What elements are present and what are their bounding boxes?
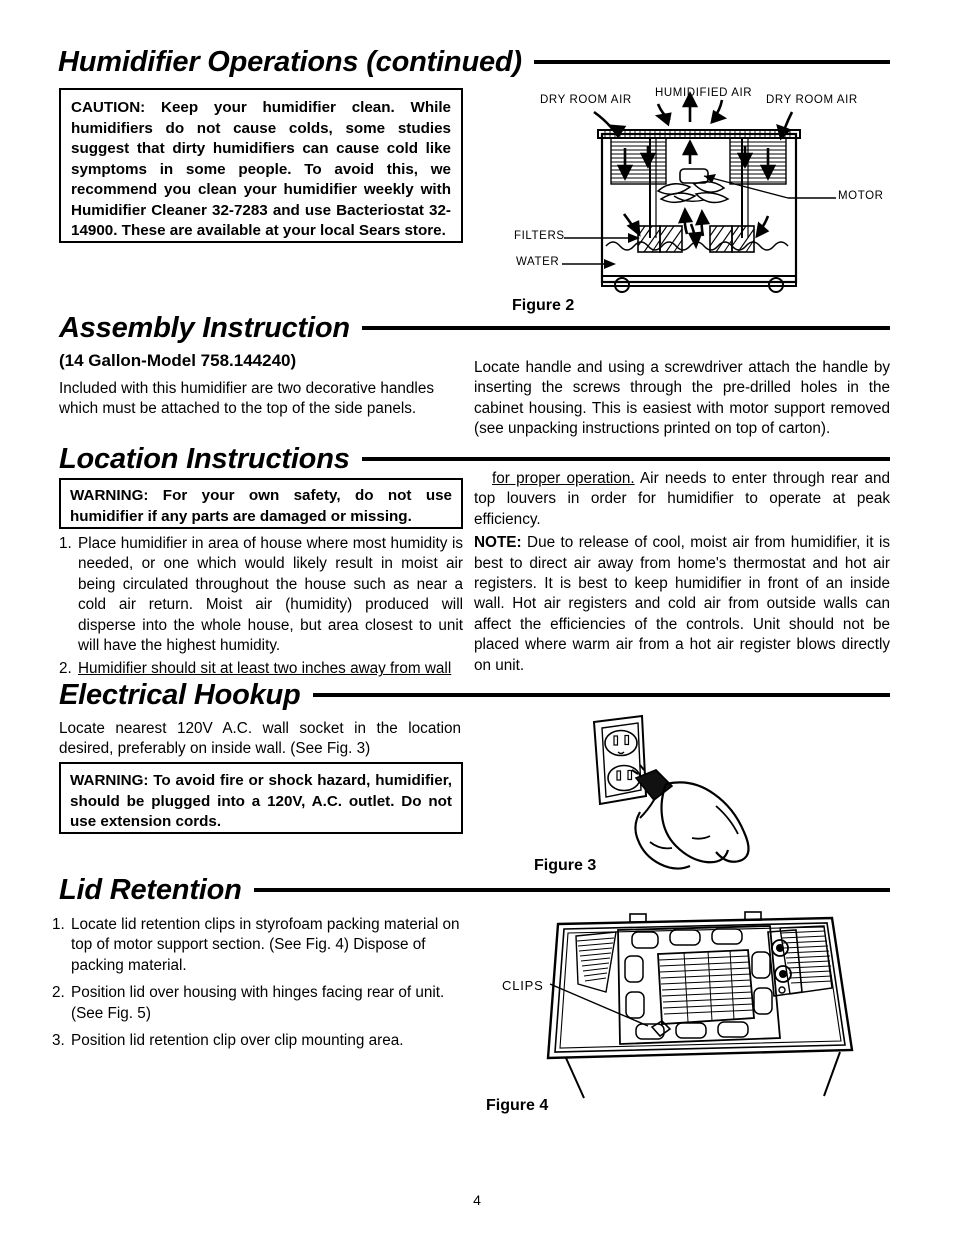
note-text: Due to release of cool, moist air from humidifier, it is best to direct air away from home's thermostat and hot air registers. It is best to keep humidifier in front of an inside wall. Hot air registers and cold air from outside walls can affect the efficiencies of the controls. Unit should not be placed where warm air from a hot air register blows directly on unit. — [474, 534, 890, 674]
figure-4-label-clips: CLIPS — [502, 978, 544, 993]
electrical-heading — [59, 679, 890, 711]
location-right-column — [474, 469, 890, 676]
lid-retention-list — [52, 915, 464, 1054]
location-warning-box — [59, 478, 463, 529]
figure-2-label-dry-room-air-right: DRY ROOM AIR — [766, 94, 858, 106]
figure-3-drawing — [580, 712, 880, 872]
location-continuation-paragraph — [474, 469, 890, 530]
location-list — [59, 534, 463, 683]
electrical-warning-box — [59, 762, 463, 834]
figure-2-label-dry-room-air-left: DRY ROOM AIR — [540, 94, 632, 106]
location-heading-text: Location Instructions — [59, 442, 350, 475]
assembly-right-paragraph — [474, 358, 890, 440]
list-item — [59, 534, 463, 656]
figure-2-drawing — [498, 86, 918, 321]
electrical-warning-text: WARNING: To avoid fire or shock hazard, humidifier, should be plugged into a 120V, A.C. outlet. Do not use extension cords. — [70, 772, 452, 830]
list-item-text: Locate lid retention clips in styrofoam packing material on top of motor support section. (See Fig. 4) Dispose of packing material. — [71, 916, 460, 974]
figure-4-drawing — [480, 900, 920, 1100]
assembly-heading — [59, 312, 890, 344]
figure-2-label-motor: MOTOR — [838, 190, 884, 202]
list-item — [52, 915, 464, 976]
list-item-number: 1. — [59, 535, 72, 552]
location-continuation-underlined: for proper operation. — [492, 470, 635, 487]
figure-2 — [498, 86, 918, 321]
figure-2-label-humidified-air: HUMIDIFIED AIR — [655, 87, 753, 99]
figure-4-caption: Figure 4 — [486, 1097, 549, 1114]
list-item — [59, 659, 463, 679]
assembly-rule — [362, 326, 890, 330]
figure-2-label-filters: FILTERS — [514, 230, 565, 242]
electrical-heading-text: Electrical Hookup — [59, 678, 301, 711]
caution-text: CAUTION: Keep your humidifier clean. While humidifiers do not cause colds, some studies suggest that dirty humidifiers can cause cold like symptoms in some people. To avoid this, we recommend you clean your humidifier weekly with Humidifier Cleaner 32-7283 and use Bacteriostat 32-14900. These are available at your local Sears store. — [71, 99, 451, 239]
list-item-text: Position lid over housing with hinges facing rear of unit. (See Fig. 5) — [71, 984, 445, 1022]
location-warning-text: WARNING: For your own safety, do not use humidifier if any parts are damaged or missing. — [70, 487, 452, 525]
list-item — [52, 983, 464, 1024]
list-item-text: Place humidifier in area of house where most humidity is needed, or one which would likely result in moist air being circulated throughout the house such as near a cold air return. Moist air (humidity) produced will disperse into the whole house, but area closest to unit will have the highest humidity. — [78, 535, 463, 655]
location-note-paragraph — [474, 533, 890, 676]
list-item-text: Position lid retention clip over clip mounting area. — [71, 1032, 404, 1050]
electrical-intro-text: Locate nearest 120V A.C. wall socket in the location desired, preferably on inside wall. (See Fig. 3) — [59, 720, 461, 758]
note-label: NOTE: — [474, 534, 522, 552]
assembly-heading-text: Assembly Instruction — [59, 311, 350, 344]
list-item-text: Humidifier should sit at least two inches away from wall — [78, 660, 452, 678]
lid-retention-heading-text: Lid Retention — [59, 873, 242, 906]
page-title — [58, 45, 890, 79]
assembly-left-text: Included with this humidifier are two decorative handles which must be attached to the top of the side panels. — [59, 380, 434, 418]
list-item-number: 3. — [52, 1032, 65, 1050]
electrical-intro-paragraph — [59, 719, 461, 760]
list-item-number: 2. — [52, 984, 65, 1002]
figure-2-caption: Figure 2 — [512, 297, 575, 314]
figure-3 — [580, 712, 880, 872]
page-number: 4 — [473, 1192, 481, 1208]
list-item-number: 1. — [52, 916, 65, 933]
location-rule — [362, 457, 890, 461]
location-continuation-rest: Air needs to enter through rear and top louvers in order for humidifier to operate at peak efficiency. — [474, 470, 890, 528]
list-item — [52, 1031, 464, 1051]
figure-3-caption: Figure 3 — [534, 857, 597, 874]
lid-retention-rule — [254, 888, 890, 892]
electrical-rule — [313, 693, 890, 697]
list-item-number: 2. — [59, 660, 72, 678]
title-rule — [534, 60, 890, 64]
assembly-left-paragraph — [59, 379, 461, 420]
assembly-model-subhead: (14 Gallon-Model 758.144240) — [59, 351, 297, 370]
figure-2-label-water: WATER — [516, 256, 560, 268]
assembly-right-text: Locate handle and using a screwdriver attach the handle by inserting the screws through the pre-drilled holes in the cabinet housing. This is easiest with motor support removed (see unpacking instructions printed on top of carton). — [474, 359, 890, 438]
caution-box — [59, 88, 463, 243]
figure-4 — [480, 900, 920, 1100]
page-title-text: Humidifier Operations (continued) — [58, 45, 522, 78]
